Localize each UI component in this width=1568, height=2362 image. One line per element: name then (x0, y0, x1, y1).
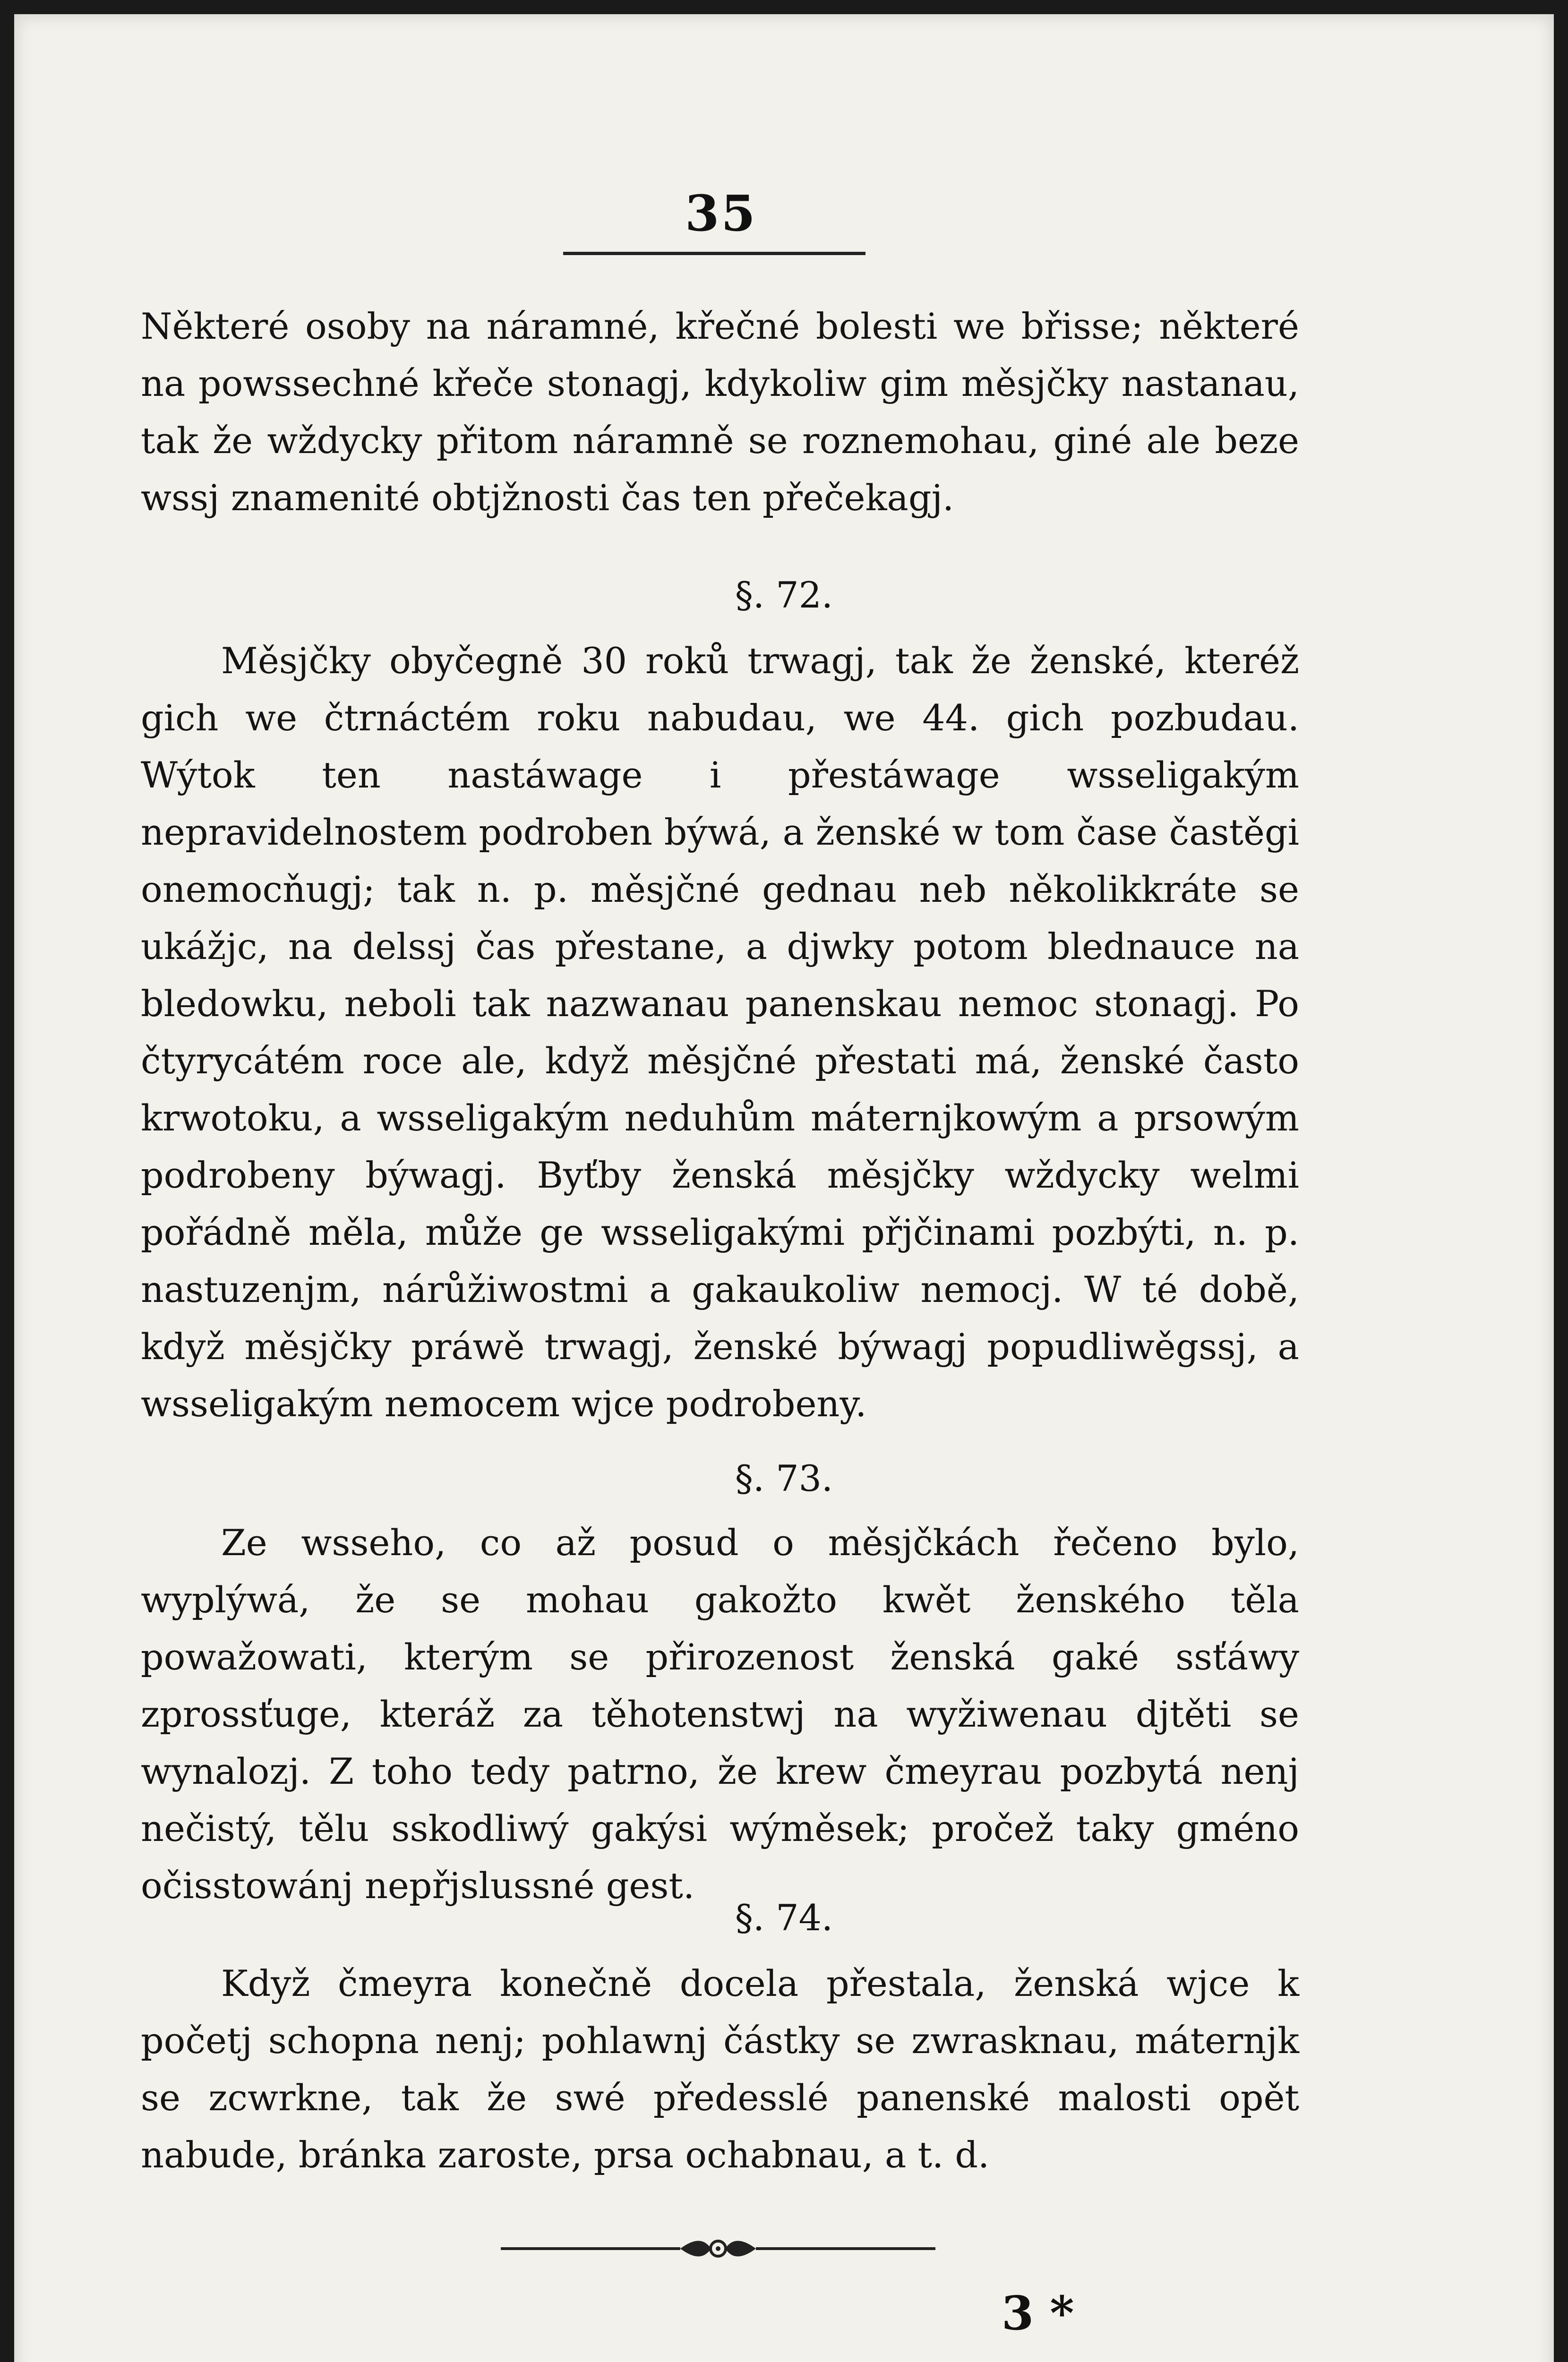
section-heading-74: §. 74. (735, 1897, 833, 1939)
section-heading-73: §. 73. (735, 1457, 833, 1499)
book-page (14, 14, 1554, 2362)
signature-mark: 3 * (1002, 2286, 1074, 2341)
paragraph-section-74: Když čmeyra konečně docela přestala, ženská wjce k početj schopna nenj; pohlawnj částky se zwrasknau, máternjk se zcwrkne, tak že swé předesslé panenské malosti opět nabude, bránka zaroste, prsa ochabnau, a t. d. (141, 1962, 1299, 2176)
paragraph-section-72: Měsjčky obyčegně 30 roků trwagj, tak že ženské, kteréž gich we čtrnáctém roku nabudau, we 44. gich pozbudau. Wýtok ten nastáwage i přestáwage wsseligakým nepravidelnostem podroben býwá, a ženské w tom čase častěgi onemocňugj; tak n. p. měsjčné gednau neb několikkráte se ukážjc, na delssj čas přestane, a djwky potom blednauce na bledowku, neboli tak nazwanau panenskau nemoc stonagj. Po čtyrycátém roce ale, když měsjčné přestati má, ženské často krwotoku, a wsseligakým neduhům máternjkowým a prsowým podrobeny býwagj. Byťby ženská měsjčky wždycky welmi pořádně měla, může ge wsseligakými přjčinami pozbýti, n. p. nastuzenjm, nárůžiwostmi a gakaukoliw nemocj. W té době, když měsjčky práwě trwagj, ženské býwagj popudliwěgssj, a wsseligakým nemocem wjce podrobeny. (141, 640, 1299, 1425)
paragraph-section-73: Ze wsseho, co až posud o měsjčkách řečeno bylo, wyplýwá, že se mohau gakožto kwět ženského těla powažowati, kterým se přirozenost ženská gaké ssťáwy zprossťuge, kteráž za těhotenstwj na wyžiwenau djtěti se wynalozj. Z toho tedy patrno, že krew čmeyrau pozbytá nenj nečistý, tělu sskodliwý gakýsi wýměsek; pročež taky gméno očisstowánj nepřjslussné gest. (141, 1522, 1299, 1907)
header-rule (563, 252, 865, 255)
ornament-divider (501, 2234, 935, 2263)
paragraph-intro: Některé osoby na náramné, křečné bolesti we břisse; některé na powssechné křeče stonagj, kdykoliw gim měsjčky nastanau, tak že wždycky přitom náramně se roznemohau, giné ale beze wssj znamenité obtjžnosti čas ten přečekagj. (141, 305, 1299, 519)
section-heading-72: §. 72. (735, 574, 833, 616)
page-number: 35 (685, 184, 757, 242)
